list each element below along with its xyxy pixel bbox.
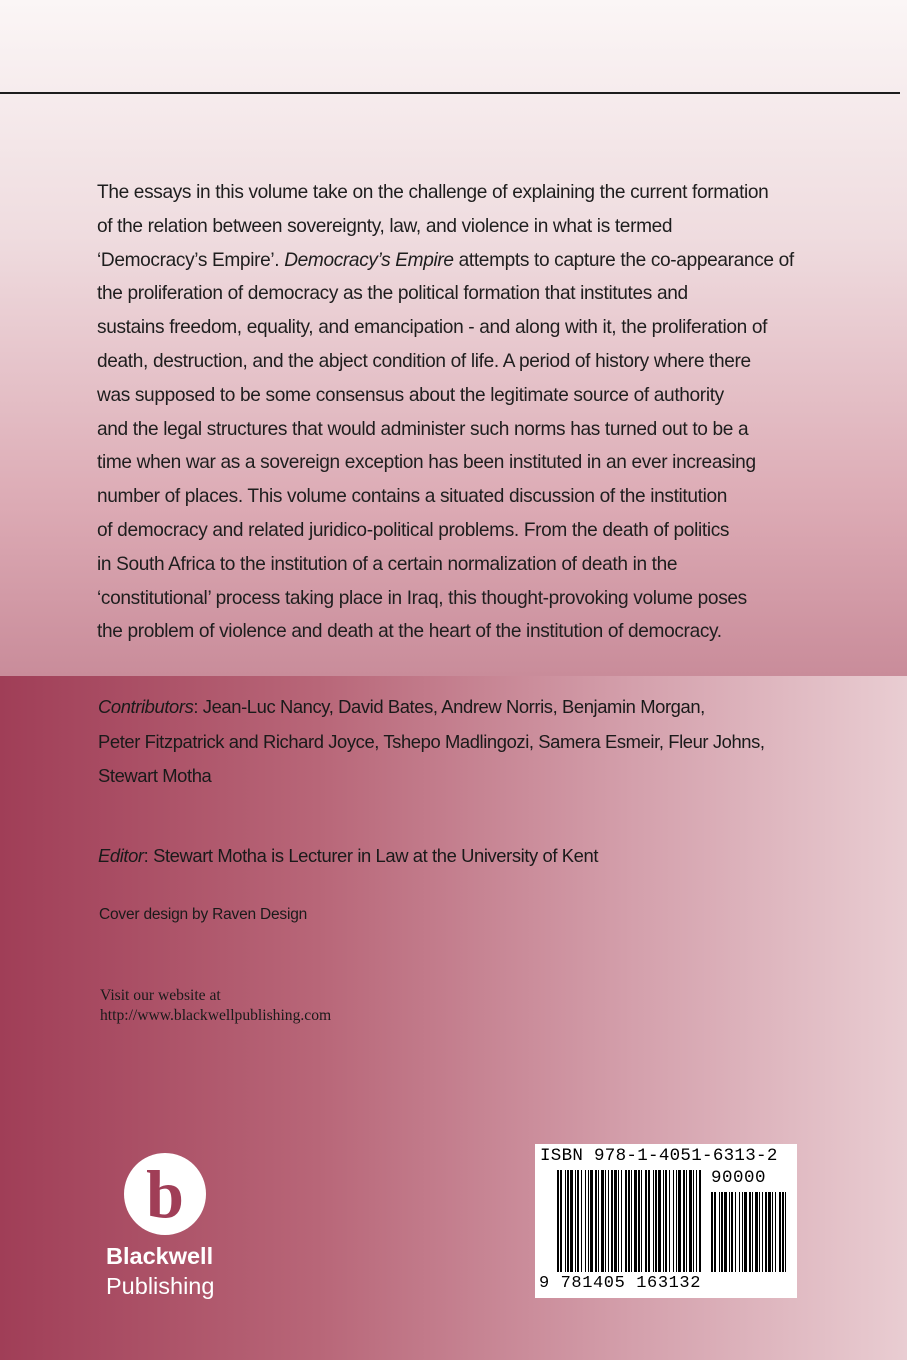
isbn-label: ISBN 978-1-4051-6313-2: [540, 1146, 778, 1166]
description-line: and the legal structures that would administer such norms has turned out to be a: [97, 418, 749, 440]
contributors-line-1: Contributors: Jean-Luc Nancy, David Bates, Andrew Norris, Benjamin Morgan,: [98, 696, 705, 717]
description-line: number of places. This volume contains a situated discussion of the institution: [97, 486, 728, 508]
ean-digits: 9 781405 163132: [539, 1274, 702, 1293]
description-line: sustains freedom, equality, and emancipation - and along with it, the proliferation of: [97, 317, 768, 339]
description-line: was supposed to be some consensus about the legitimate source of authority: [97, 384, 724, 406]
contributors-label: Contributors: [98, 696, 194, 717]
publisher-name: Blackwell: [106, 1243, 214, 1269]
description-line: time when war as a sovereign exception has been instituted in an ever increasing: [97, 452, 756, 474]
website-url[interactable]: http://www.blackwellpublishing.com: [100, 1007, 332, 1024]
description-line: the problem of violence and death at the heart of the institution of democracy.: [97, 621, 722, 643]
description-line: death, destruction, and the abject condition of life. A period of history where there: [97, 350, 751, 372]
description-line: in South Africa to the institution of a certain normalization of death in the: [97, 553, 678, 575]
top-divider-rule: [0, 92, 900, 94]
description-line: the proliferation of democracy as the political formation that institutes and: [97, 283, 688, 305]
description-line: of democracy and related juridico-political problems. From the death of politics: [97, 519, 730, 541]
editor-line: Editor: Stewart Motha is Lecturer in Law at the University of Kent: [98, 845, 599, 866]
contributors-line-2: Peter Fitzpatrick and Richard Joyce, Tshepo Madlingozi, Samera Esmeir, Fleur Johns,: [98, 731, 765, 752]
cover-design-credit: Cover design by Raven Design: [99, 906, 308, 923]
isbn-barcode: [535, 1144, 797, 1298]
editor-label: Editor: [98, 845, 144, 866]
website-intro: Visit our website at: [100, 987, 221, 1004]
description-line: ‘constitutional’ process taking place in Iraq, this thought-provoking volume poses: [97, 587, 747, 609]
price-code: 90000: [711, 1168, 767, 1188]
publisher-subtitle: Publishing: [106, 1273, 215, 1299]
contributors-line-3: Stewart Motha: [98, 765, 212, 786]
blackwell-b-logo-icon: [124, 1153, 206, 1235]
description-line: ‘Democracy’s Empire’. Democracy’s Empire attempts to capture the co-appearance of: [97, 249, 794, 271]
book-description: [97, 176, 817, 649]
description-line: The essays in this volume take on the challenge of explaining the current formation: [97, 182, 769, 203]
logo-letter: b: [146, 1156, 184, 1232]
description-line: of the relation between sovereignty, law, and violence in what is termed: [97, 215, 673, 237]
